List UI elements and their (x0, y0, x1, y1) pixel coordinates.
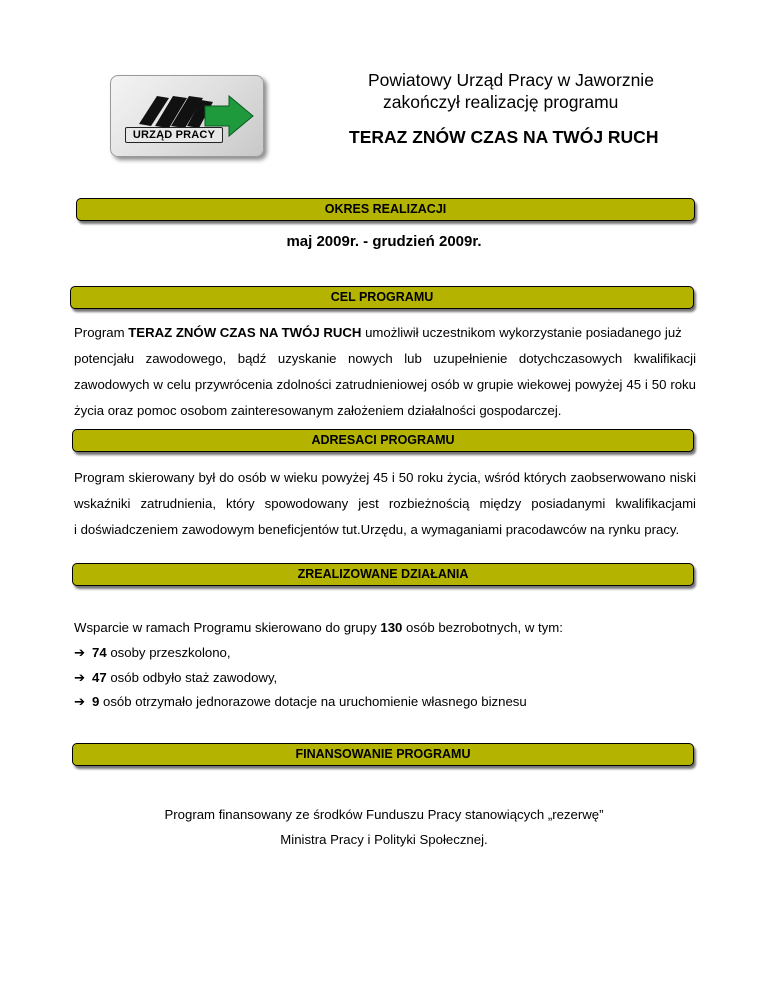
dzialania-heading-bar: ZREALIZOWANE DZIAŁANIA (72, 563, 694, 586)
item-count: 47 (92, 670, 107, 685)
item-text: osób odbyło staż zawodowy, (106, 670, 278, 685)
item-text: osób otrzymało jednorazowe dotacje na uruchomienie własnego biznesu (99, 694, 527, 709)
program-title: TERAZ ZNÓW CZAS NA TWÓJ RUCH (349, 127, 659, 147)
dzialania-intro (74, 620, 563, 635)
cel-paragraph-line-3: zawodowych w celu przywrócenia zdolności zatrudnieniowej osób w grupie wiekowej powyżej 45 i 50 roku (74, 377, 696, 392)
cel-heading-bar: CEL PROGRAMU (70, 286, 694, 309)
okres-dates: maj 2009r. - grudzień 2009r. (286, 233, 482, 250)
urzad-pracy-logo (110, 75, 264, 157)
cel-paragraph-line-1 (74, 325, 682, 340)
header-office-name: Powiatowy Urząd Pracy w Jaworznie (368, 70, 654, 90)
cel-l1-program-name: TERAZ ZNÓW CZAS NA TWÓJ RUCH (128, 325, 362, 340)
cel-paragraph-line-2: potencjału zawodowego, bądź uzyskanie nowych lub uzupełnienie dotychczasowych kwalifikacji (74, 351, 696, 366)
arrow-right-icon: ➔ (74, 670, 86, 685)
item-count: 74 (92, 645, 107, 660)
logo-graphic (111, 76, 263, 156)
finansowanie-line-2: Ministra Pracy i Polityki Społecznej. (280, 832, 488, 847)
adresaci-heading-bar: ADRESACI PROGRAMU (72, 429, 694, 452)
okres-heading-bar: OKRES REALIZACJI (76, 198, 695, 221)
arrow-right-icon: ➔ (74, 694, 86, 709)
dzialania-item-1 (74, 645, 231, 661)
dzialania-total-count: 130 (380, 620, 403, 635)
arrow-right-icon: ➔ (74, 645, 86, 660)
item-text: osoby przeszkolono, (106, 645, 231, 660)
adresaci-paragraph-line-2: wskaźniki zatrudnienia, który spowodowany jest rozbieżnością między posiadanymi kwalifikacjami (74, 496, 696, 511)
finansowanie-heading-bar: FINANSOWANIE PROGRAMU (72, 743, 694, 766)
dzialania-item-3 (74, 694, 527, 710)
adresaci-paragraph-line-1: Program skierowany był do osób w wieku powyżej 45 i 50 roku życia, wśród których zaobserwowano niski (74, 470, 696, 485)
header-subtitle: zakończył realizację programu (383, 92, 619, 112)
adresaci-paragraph-line-3: i doświadczeniem zawodowym beneficjentów tut.Urzędu, a wymaganiami pracodawców na rynku pracy. (74, 522, 680, 537)
item-count: 9 (92, 694, 100, 709)
cel-paragraph-line-4: życia oraz pomoc osobom zainteresowanym założeniem działalności gospodarczej. (74, 403, 562, 418)
finansowanie-line-1: Program finansowany ze środków Funduszu Pracy stanowiących „rezerwę” (164, 807, 604, 822)
logo-text: URZĄD PRACY (125, 127, 223, 143)
cel-l1-pre: Program (74, 325, 129, 340)
dzialania-intro-pre: Wsparcie w ramach Programu skierowano do grupy (74, 620, 381, 635)
cel-l1-post: umożliwił uczestnikom wykorzystanie posiadanego już (361, 325, 682, 340)
dzialania-intro-post: osób bezrobotnych, w tym: (402, 620, 563, 635)
dzialania-item-2 (74, 670, 277, 686)
